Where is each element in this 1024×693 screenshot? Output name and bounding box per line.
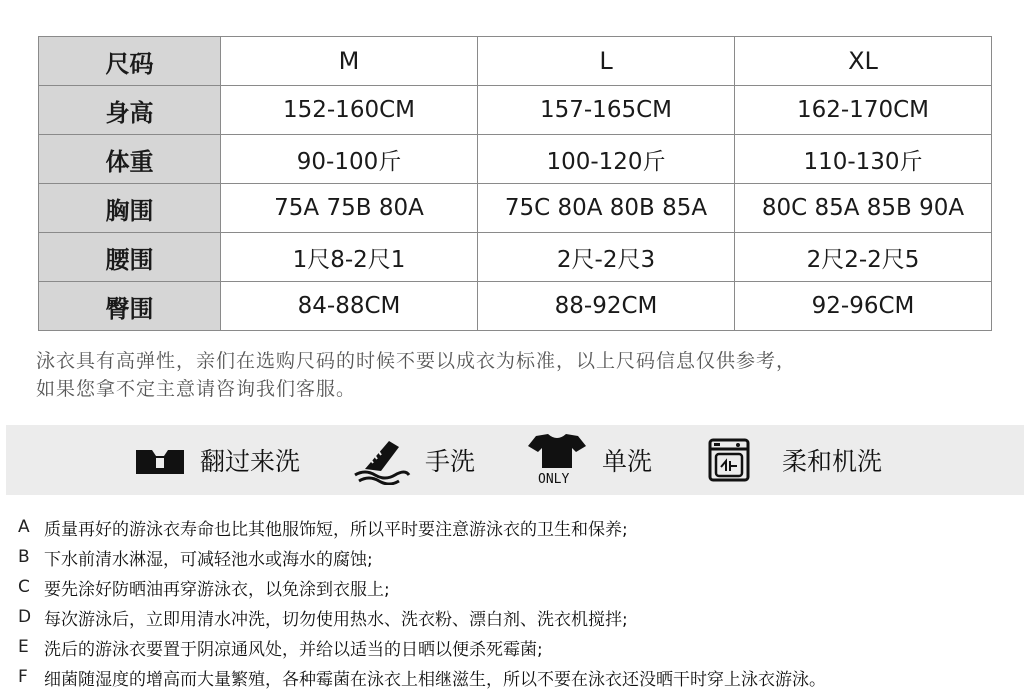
tip-text: 下水前清水淋湿，可减轻池水或海水的腐蚀; (44, 549, 373, 570)
care-item-gentle-machine-wash (706, 425, 882, 495)
row-label: 体重 (39, 135, 221, 184)
size-xl: XL (735, 37, 992, 86)
gentle-machine-wash-icon (706, 437, 752, 483)
size-l: L (478, 37, 735, 86)
table-cell: 2尺-2尺3 (478, 233, 735, 282)
table-cell: 110-130斤 (735, 135, 992, 184)
size-chart-table (38, 36, 992, 331)
table-cell: 162-170CM (735, 86, 992, 135)
tip-letter: D (18, 607, 32, 627)
tip-letter: C (18, 577, 30, 597)
row-label: 胸围 (39, 184, 221, 233)
tip-text: 质量再好的游泳衣寿命也比其他服饰短，所以平时要注意游泳衣的卫生和保养; (44, 519, 628, 540)
table-row-weight (39, 135, 992, 184)
table-cell: 92-96CM (735, 282, 992, 331)
list-item (18, 512, 1018, 542)
tip-letter: B (18, 547, 30, 567)
list-item (18, 602, 1018, 632)
table-row-bust (39, 184, 992, 233)
table-cell: 2尺2-2尺5 (735, 233, 992, 282)
table-cell: 80C 85A 85B 90A (735, 184, 992, 233)
only-text: ONLY (538, 472, 570, 487)
tip-text: 要先涂好防晒油再穿游泳衣，以免涂到衣服上; (44, 579, 390, 600)
care-label: 柔和机洗 (782, 447, 883, 476)
table-row-height (39, 86, 992, 135)
size-note-line-1: 泳衣具有高弹性，亲们在选购尺码的时候不要以成衣为标准，以上尺码信息仅供参考， (36, 350, 797, 372)
care-label: 单洗 (602, 447, 653, 476)
wash-separately-icon (526, 432, 588, 488)
tip-letter: A (18, 517, 30, 537)
table-cell: 100-120斤 (478, 135, 735, 184)
row-label: 臀围 (39, 282, 221, 331)
table-cell: 75C 80A 80B 85A (478, 184, 735, 233)
inside-out-wash-icon (134, 442, 186, 478)
table-cell: 90-100斤 (221, 135, 478, 184)
list-item (18, 632, 1018, 662)
row-label: 身高 (39, 86, 221, 135)
list-item (18, 662, 1018, 692)
table-cell: 84-88CM (221, 282, 478, 331)
tip-text: 洗后的游泳衣要置于阴凉通风处，并给以适当的日晒以便杀死霉菌; (44, 639, 543, 660)
care-item-inside-out (134, 425, 300, 495)
care-item-hand-wash (351, 425, 475, 495)
size-note (36, 347, 1006, 403)
list-item (18, 572, 1018, 602)
table-row-waist (39, 233, 992, 282)
care-instructions-band (6, 425, 1024, 495)
list-item (18, 542, 1018, 572)
care-tips-list (18, 512, 1018, 692)
care-item-wash-separately (526, 425, 652, 495)
tip-text: 细菌随湿度的增高而大量繁殖，各种霉菌在泳衣上相继滋生，所以不要在泳衣还没晒干时穿上泳衣游泳。 (44, 669, 826, 690)
row-label: 腰围 (39, 233, 221, 282)
tip-text: 每次游泳后，立即用清水冲洗，切勿使用热水、洗衣粉、漂白剂、洗衣机搅拌; (44, 609, 628, 630)
care-label: 翻过来洗 (200, 447, 301, 476)
table-cell: 152-160CM (221, 86, 478, 135)
table-cell: 157-165CM (478, 86, 735, 135)
hand-wash-icon (351, 435, 411, 485)
size-header-label: 尺码 (39, 37, 221, 86)
size-note-line-2: 如果您拿不定主意请咨询我们客服。 (36, 378, 357, 400)
tip-letter: F (18, 667, 28, 687)
size-header-row (39, 37, 992, 86)
table-cell: 1尺8-2尺1 (221, 233, 478, 282)
table-row-hip (39, 282, 992, 331)
care-label: 手洗 (425, 447, 476, 476)
table-cell: 75A 75B 80A (221, 184, 478, 233)
tip-letter: E (18, 637, 29, 657)
table-cell: 88-92CM (478, 282, 735, 331)
size-m: M (221, 37, 478, 86)
